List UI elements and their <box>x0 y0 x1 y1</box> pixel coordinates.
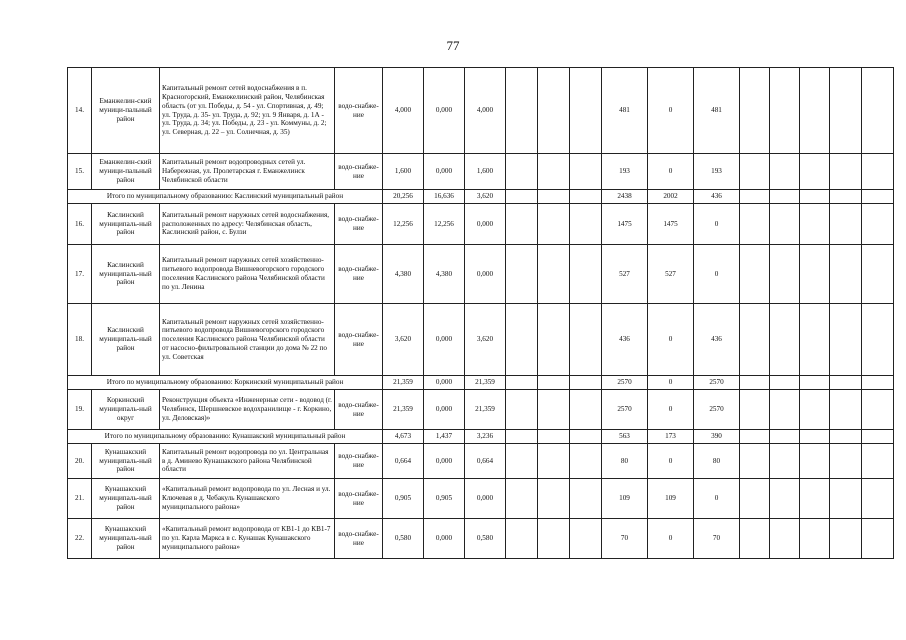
value-cell: 0,000 <box>424 519 465 559</box>
empty-cell <box>506 376 538 390</box>
table-body <box>68 68 894 559</box>
table-row <box>68 390 894 430</box>
kind-cell: водо-снабже-ние <box>335 479 383 519</box>
row-number: 16. <box>68 204 92 245</box>
empty-cell <box>830 519 862 559</box>
value-cell: 20,256 <box>383 190 424 204</box>
kind-cell: водо-снабже-ние <box>335 154 383 190</box>
value-cell: 4,000 <box>465 68 506 154</box>
page-number: 77 <box>446 38 460 53</box>
value-cell: 563 <box>602 430 648 444</box>
empty-cell <box>740 68 770 154</box>
value-cell: 80 <box>602 444 648 479</box>
value-cell: 21,359 <box>383 390 424 430</box>
value-cell: 0,905 <box>424 479 465 519</box>
empty-cell <box>570 304 602 376</box>
kind-cell: водо-снабже-ние <box>335 204 383 245</box>
value-cell: 4,000 <box>383 68 424 154</box>
description-cell: Капитальный ремонт водопровода по ул. Центральная в д. Аминево Кунашакского района Челябинской области <box>160 444 335 479</box>
value-cell: 3,620 <box>465 190 506 204</box>
empty-cell <box>570 204 602 245</box>
value-cell: 0 <box>648 519 694 559</box>
empty-cell <box>740 376 770 390</box>
total-row <box>68 430 894 444</box>
empty-cell <box>770 68 800 154</box>
value-cell: 70 <box>694 519 740 559</box>
value-cell: 481 <box>694 68 740 154</box>
value-cell: 0,664 <box>465 444 506 479</box>
table-row <box>68 479 894 519</box>
empty-cell <box>862 304 894 376</box>
value-cell: 21,359 <box>465 390 506 430</box>
empty-cell <box>538 479 570 519</box>
empty-cell <box>830 444 862 479</box>
kind-cell: водо-снабже-ние <box>335 245 383 304</box>
table-row <box>68 245 894 304</box>
value-cell: 12,256 <box>424 204 465 245</box>
empty-cell <box>538 390 570 430</box>
empty-cell <box>862 154 894 190</box>
empty-cell <box>538 154 570 190</box>
empty-cell <box>800 190 830 204</box>
value-cell: 0,580 <box>465 519 506 559</box>
empty-cell <box>506 304 538 376</box>
kind-cell: водо-снабже-ние <box>335 68 383 154</box>
empty-cell <box>506 190 538 204</box>
empty-cell <box>862 68 894 154</box>
empty-cell <box>862 430 894 444</box>
value-cell: 2570 <box>602 376 648 390</box>
empty-cell <box>538 376 570 390</box>
empty-cell <box>770 154 800 190</box>
value-cell: 436 <box>694 304 740 376</box>
empty-cell <box>570 154 602 190</box>
empty-cell <box>770 479 800 519</box>
empty-cell <box>570 68 602 154</box>
total-row <box>68 376 894 390</box>
empty-cell <box>740 390 770 430</box>
value-cell: 109 <box>602 479 648 519</box>
row-number: 21. <box>68 479 92 519</box>
empty-cell <box>800 154 830 190</box>
row-number: 15. <box>68 154 92 190</box>
kind-cell: водо-снабже-ние <box>335 444 383 479</box>
empty-cell <box>740 479 770 519</box>
value-cell: 0,664 <box>383 444 424 479</box>
value-cell: 4,380 <box>383 245 424 304</box>
value-cell: 16,636 <box>424 190 465 204</box>
value-cell: 3,236 <box>465 430 506 444</box>
description-cell: Капитальный ремонт сетей водоснабжения в п. Красногорский, Еманжелинский район, Челябинская область (от ул. Победы, д. 54 - ул. Спортивная, д. 49; ул. Труда, д. 35- ул. Труда, д. 92; ул. 9 Января, д. 1А - ул. Труда, д. 34; ул. Победы, д. 23 - ул. Коммуны, д. 2; ул. Северная, д. 22 – ул. Солнечная, д. 35) <box>160 68 335 154</box>
value-cell: 193 <box>602 154 648 190</box>
value-cell: 0,905 <box>383 479 424 519</box>
empty-cell <box>770 190 800 204</box>
empty-cell <box>862 376 894 390</box>
row-number: 22. <box>68 519 92 559</box>
empty-cell <box>740 204 770 245</box>
empty-cell <box>862 204 894 245</box>
empty-cell <box>862 519 894 559</box>
empty-cell <box>770 204 800 245</box>
empty-cell <box>570 376 602 390</box>
empty-cell <box>538 304 570 376</box>
district-cell: Еманжелин-ский муници-пальный район <box>92 68 160 154</box>
empty-cell <box>740 190 770 204</box>
empty-cell <box>570 390 602 430</box>
value-cell: 12,256 <box>383 204 424 245</box>
total-label: Итого по муниципальному образованию: Каслинский муниципальный район <box>68 190 383 204</box>
district-cell: Каслинский муниципаль-ный район <box>92 245 160 304</box>
empty-cell <box>830 390 862 430</box>
kind-cell: водо-снабже-ние <box>335 304 383 376</box>
value-cell: 3,620 <box>383 304 424 376</box>
empty-cell <box>740 430 770 444</box>
empty-cell <box>862 190 894 204</box>
empty-cell <box>538 190 570 204</box>
district-cell: Коркинский муниципаль-ный округ <box>92 390 160 430</box>
empty-cell <box>506 204 538 245</box>
empty-cell <box>538 245 570 304</box>
description-cell: Реконструкция объекта «Инженерные сети - водовод (г. Челябинск, Шершневское водохранилище - г. Коркино, ул. Деловская)» <box>160 390 335 430</box>
value-cell: 70 <box>602 519 648 559</box>
table-row <box>68 204 894 245</box>
district-cell: Кунашакский муниципаль-ный район <box>92 479 160 519</box>
description-cell: Капитальный ремонт наружных сетей хозяйственно-питьевого водопровода Вишневогорского городского поселения Каслинского района Челябинской области по ул. Ленина <box>160 245 335 304</box>
value-cell: 0 <box>694 479 740 519</box>
empty-cell <box>570 519 602 559</box>
empty-cell <box>800 390 830 430</box>
value-cell: 109 <box>648 479 694 519</box>
value-cell: 21,359 <box>383 376 424 390</box>
empty-cell <box>570 444 602 479</box>
value-cell: 0 <box>648 154 694 190</box>
empty-cell <box>830 430 862 444</box>
empty-cell <box>506 444 538 479</box>
description-cell: Капитальный ремонт водопроводных сетей ул. Набережная, ул. Пролетарская г. Еманжелинск Челябинской области <box>160 154 335 190</box>
value-cell: 80 <box>694 444 740 479</box>
value-cell: 481 <box>602 68 648 154</box>
value-cell: 0,000 <box>424 68 465 154</box>
value-cell: 2570 <box>602 390 648 430</box>
value-cell: 0,000 <box>424 304 465 376</box>
empty-cell <box>740 245 770 304</box>
funding-table <box>67 67 894 559</box>
empty-cell <box>800 376 830 390</box>
empty-cell <box>506 430 538 444</box>
kind-cell: водо-снабже-ние <box>335 519 383 559</box>
district-cell: Кунашакский муниципаль-ный район <box>92 519 160 559</box>
empty-cell <box>770 304 800 376</box>
value-cell: 436 <box>602 304 648 376</box>
total-label: Итого по муниципальному образованию: Кунашакский муниципальный район <box>68 430 383 444</box>
value-cell: 193 <box>694 154 740 190</box>
empty-cell <box>506 245 538 304</box>
value-cell: 0 <box>648 444 694 479</box>
value-cell: 0 <box>648 68 694 154</box>
empty-cell <box>506 519 538 559</box>
value-cell: 436 <box>694 190 740 204</box>
description-cell: Капитальный ремонт наружных сетей водоснабжения, расположенных по адресу: Челябинская область, Каслинский район, с. Булзи <box>160 204 335 245</box>
empty-cell <box>862 444 894 479</box>
empty-cell <box>770 519 800 559</box>
empty-cell <box>538 519 570 559</box>
description-cell: Капитальный ремонт наружных сетей хозяйственно-питьевого водопровода Вишневогорского городского поселения Каслинского района Челябинской области от насосно-фильтровальной станции до дома № 22 по ул. Советская <box>160 304 335 376</box>
table-row <box>68 154 894 190</box>
value-cell: 21,359 <box>465 376 506 390</box>
empty-cell <box>740 519 770 559</box>
empty-cell <box>800 68 830 154</box>
empty-cell <box>570 479 602 519</box>
empty-cell <box>830 304 862 376</box>
empty-cell <box>800 444 830 479</box>
empty-cell <box>862 479 894 519</box>
value-cell: 0,000 <box>424 376 465 390</box>
value-cell: 527 <box>602 245 648 304</box>
description-cell: «Капитальный ремонт водопровода по ул. Лесная и ул. Ключевая в д. Чебакуль Кунашакского муниципального района» <box>160 479 335 519</box>
empty-cell <box>830 376 862 390</box>
district-cell: Еманжелин-ский муници-пальный район <box>92 154 160 190</box>
value-cell: 0,000 <box>424 444 465 479</box>
empty-cell <box>570 430 602 444</box>
value-cell: 0 <box>648 390 694 430</box>
value-cell: 390 <box>694 430 740 444</box>
empty-cell <box>830 68 862 154</box>
value-cell: 4,380 <box>424 245 465 304</box>
total-row <box>68 190 894 204</box>
empty-cell <box>800 245 830 304</box>
value-cell: 0,000 <box>424 390 465 430</box>
empty-cell <box>538 430 570 444</box>
table-row <box>68 444 894 479</box>
value-cell: 0,000 <box>465 245 506 304</box>
empty-cell <box>830 190 862 204</box>
empty-cell <box>770 430 800 444</box>
value-cell: 4,673 <box>383 430 424 444</box>
empty-cell <box>506 154 538 190</box>
value-cell: 0 <box>648 304 694 376</box>
value-cell: 0,000 <box>465 204 506 245</box>
district-cell: Каслинский муниципаль-ный район <box>92 204 160 245</box>
district-cell: Каслинский муниципаль-ный район <box>92 304 160 376</box>
value-cell: 173 <box>648 430 694 444</box>
value-cell: 0,000 <box>424 154 465 190</box>
row-number: 14. <box>68 68 92 154</box>
empty-cell <box>538 444 570 479</box>
value-cell: 3,620 <box>465 304 506 376</box>
empty-cell <box>800 479 830 519</box>
empty-cell <box>740 154 770 190</box>
empty-cell <box>770 245 800 304</box>
value-cell: 2438 <box>602 190 648 204</box>
value-cell: 2002 <box>648 190 694 204</box>
value-cell: 1,437 <box>424 430 465 444</box>
empty-cell <box>570 190 602 204</box>
kind-cell: водо-снабже-ние <box>335 390 383 430</box>
value-cell: 1475 <box>648 204 694 245</box>
empty-cell <box>800 519 830 559</box>
total-label: Итого по муниципальному образованию: Коркинский муниципальный район <box>68 376 383 390</box>
empty-cell <box>770 444 800 479</box>
value-cell: 0 <box>694 245 740 304</box>
empty-cell <box>506 68 538 154</box>
empty-cell <box>770 390 800 430</box>
table-row <box>68 519 894 559</box>
value-cell: 0 <box>648 376 694 390</box>
row-number: 18. <box>68 304 92 376</box>
empty-cell <box>800 204 830 245</box>
empty-cell <box>800 304 830 376</box>
value-cell: 527 <box>648 245 694 304</box>
table-row <box>68 304 894 376</box>
row-number: 19. <box>68 390 92 430</box>
description-cell: «Капитальный ремонт водопровода от КВ1-1 до КВ1-7 по ул. Карла Маркса в с. Кунашак Кунашакского муниципального района» <box>160 519 335 559</box>
empty-cell <box>538 68 570 154</box>
empty-cell <box>740 304 770 376</box>
empty-cell <box>830 245 862 304</box>
value-cell: 1,600 <box>465 154 506 190</box>
empty-cell <box>862 390 894 430</box>
row-number: 20. <box>68 444 92 479</box>
value-cell: 2570 <box>694 390 740 430</box>
value-cell: 0,000 <box>465 479 506 519</box>
empty-cell <box>862 245 894 304</box>
value-cell: 2570 <box>694 376 740 390</box>
empty-cell <box>830 479 862 519</box>
row-number: 17. <box>68 245 92 304</box>
empty-cell <box>740 444 770 479</box>
empty-cell <box>770 376 800 390</box>
table-row <box>68 68 894 154</box>
value-cell: 1475 <box>602 204 648 245</box>
empty-cell <box>800 430 830 444</box>
empty-cell <box>506 479 538 519</box>
empty-cell <box>538 204 570 245</box>
district-cell: Кунашакский муниципаль-ный район <box>92 444 160 479</box>
value-cell: 1,600 <box>383 154 424 190</box>
empty-cell <box>506 390 538 430</box>
value-cell: 0 <box>694 204 740 245</box>
empty-cell <box>570 245 602 304</box>
empty-cell <box>830 154 862 190</box>
value-cell: 0,580 <box>383 519 424 559</box>
empty-cell <box>830 204 862 245</box>
